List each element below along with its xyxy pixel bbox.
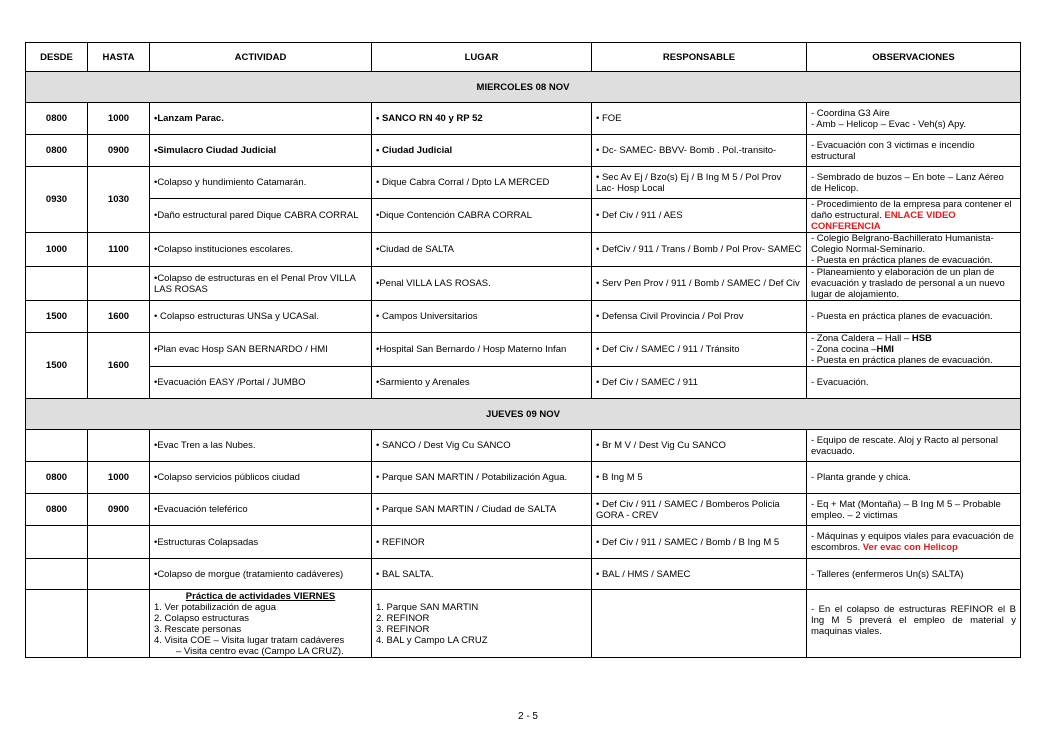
lugar-cell: • SANCO RN 40 y RP 52 (372, 103, 592, 135)
actividad-cell: •Colapso y hundimiento Catamarán. (150, 167, 372, 199)
responsable-cell: • Def Civ / 911 / SAMEC / Bomberos Policia GORA - CREV (592, 494, 807, 526)
lugar-cell: •Ciudad de SALTA (372, 233, 592, 267)
observaciones-cell (807, 199, 1021, 233)
list-item-continued: – Visita centro evac (Campo LA CRUZ). (176, 646, 344, 657)
observaciones-cell: - Colegio Belgrano-Bachillerato Humanista- Colegio Normal-Seminario. - Puesta en práctica planes de evacuación. (807, 233, 1021, 267)
lugar-cell: •Sarmiento y Arenales (372, 367, 592, 399)
list-item: 2. REFINOR (376, 613, 430, 624)
page-number: 2 - 5 (517, 711, 538, 722)
lugar-cell: • BAL SALTA. (372, 559, 592, 590)
desde-cell: 1000 (26, 233, 88, 267)
practice-title: Práctica de actividades VIERNES (185, 591, 336, 602)
hasta-cell: 1000 (88, 103, 150, 135)
list-item: 1. Parque SAN MARTIN (376, 602, 479, 613)
list-item: 3. REFINOR (376, 624, 430, 635)
responsable-cell: • Def Civ / SAMEC / 911 / Tránsito (592, 333, 807, 367)
observaciones-cell: - Planta grande y chica. (807, 462, 1021, 494)
hasta-cell: 1600 (88, 301, 150, 333)
hasta-cell: 1030 (88, 167, 150, 233)
desde-cell: 0800 (26, 135, 88, 167)
responsable-cell: • BAL / HMS / SAMEC (592, 559, 807, 590)
table-row (26, 103, 1021, 135)
table-row (26, 430, 1021, 462)
obs-highlight: Ver evac con Helicop (862, 542, 958, 553)
responsable-cell: • DefCiv / 911 / Trans / Bomb / Pol Prov- SAMEC (592, 233, 807, 267)
responsable-cell (592, 590, 807, 658)
lugar-cell: • Ciudad Judicial (372, 135, 592, 167)
desde-cell (26, 559, 88, 590)
list-item: 4. BAL y Campo LA CRUZ (376, 635, 488, 646)
header-responsable: RESPONSABLE (592, 43, 807, 72)
lugar-cell: • Parque SAN MARTIN / Potabilización Agua. (372, 462, 592, 494)
desde-cell: 0930 (26, 167, 88, 233)
header-actividad: ACTIVIDAD (150, 43, 372, 72)
actividad-cell: •Evacuación teleférico (150, 494, 372, 526)
lugar-cell: •Penal VILLA LAS ROSAS. (372, 267, 592, 301)
responsable-cell: • Dc- SAMEC- BBVV- Bomb . Pol.-transito- (592, 135, 807, 167)
lugar-cell (372, 590, 592, 658)
practice-list (154, 602, 367, 657)
table-row (26, 462, 1021, 494)
desde-cell (26, 267, 88, 301)
responsable-cell: • Def Civ / 911 / AES (592, 199, 807, 233)
hasta-cell (88, 430, 150, 462)
responsable-cell: • Def Civ / 911 / SAMEC / Bomb / B Ing M 5 (592, 526, 807, 559)
lugar-cell: • SANCO / Dest Vig Cu SANCO (372, 430, 592, 462)
actividad-cell: •Evac Tren a las Nubes. (150, 430, 372, 462)
hasta-cell: 0900 (88, 494, 150, 526)
responsable-cell: • Sec Av Ej / Bzo(s) Ej / B Ing M 5 / Pol Prov Lac- Hosp Local (592, 167, 807, 199)
list-item: 1. Ver potabilización de agua (154, 602, 277, 613)
desde-cell: 1500 (26, 333, 88, 399)
table-row (26, 494, 1021, 526)
hasta-cell: 0900 (88, 135, 150, 167)
day-header-wednesday: MIERCOLES 08 NOV (26, 72, 1021, 103)
lugar-cell: • Campos Universitarios (372, 301, 592, 333)
responsable-cell: • Defensa Civil Provincia / Pol Prov (592, 301, 807, 333)
list-item: 4. Visita COE – Visita lugar tratam cadáveres (154, 635, 345, 646)
actividad-cell: •Plan evac Hosp SAN BERNARDO / HMI (150, 333, 372, 367)
observaciones-cell: - Eq + Mat (Montaña) – B Ing M 5 – Probable empleo. – 2 victimas (807, 494, 1021, 526)
observaciones-cell: - Puesta en práctica planes de evacuación. (807, 301, 1021, 333)
observaciones-cell: - Talleres (enfermeros Un(s) SALTA) (807, 559, 1021, 590)
lugar-cell: •Dique Contención CABRA CORRAL (372, 199, 592, 233)
obs-highlight: ENLACE VIDEO CONFERENCIA (811, 210, 956, 232)
responsable-cell: • Serv Pen Prov / 911 / Bomb / SAMEC / Def Civ (592, 267, 807, 301)
observaciones-cell: - Evacuación con 3 victimas e incendio estructural (807, 135, 1021, 167)
responsable-cell: • Def Civ / SAMEC / 911 (592, 367, 807, 399)
actividad-cell: •Evacuación EASY /Portal / JUMBO (150, 367, 372, 399)
desde-cell: 0800 (26, 103, 88, 135)
obs-line: - Zona cocina –HMI (811, 344, 894, 355)
hasta-cell: 1100 (88, 233, 150, 267)
actividad-cell: •Colapso de morgue (tratamiento cadáveres) (150, 559, 372, 590)
table-row (26, 526, 1021, 559)
day-header-thursday: JUEVES 09 NOV (26, 399, 1021, 430)
desde-cell: 1500 (26, 301, 88, 333)
hasta-cell (88, 267, 150, 301)
header-desde: DESDE (26, 43, 88, 72)
obs-line: - Puesta en práctica planes de evacuación. (811, 355, 993, 366)
table-row (26, 135, 1021, 167)
actividad-cell: •Daño estructural pared Dique CABRA CORRAL (150, 199, 372, 233)
header-lugar: LUGAR (372, 43, 592, 72)
practice-places (376, 602, 587, 646)
observaciones-cell (807, 526, 1021, 559)
observaciones-cell: - Coordina G3 Aire - Amb – Helicop – Evac - Veh(s) Apy. (807, 103, 1021, 135)
table-row (26, 267, 1021, 301)
lugar-cell: • REFINOR (372, 526, 592, 559)
actividad-cell: •Simulacro Ciudad Judicial (150, 135, 372, 167)
table-row (26, 367, 1021, 399)
actividad-cell: •Colapso servicios públicos ciudad (150, 462, 372, 494)
observaciones-cell: - Planeamiento y elaboración de un plan de evacuación y traslado de personal a un nuevo lugar de alojamiento. (807, 267, 1021, 301)
actividad-cell: •Estructuras Colapsadas (150, 526, 372, 559)
actividad-cell (150, 590, 372, 658)
responsable-cell: • FOE (592, 103, 807, 135)
obs-text: - Máquinas y equipos viales para evacuación de escombros. (811, 531, 1014, 553)
table-row (26, 559, 1021, 590)
schedule-table (25, 42, 1021, 658)
lugar-cell: • Parque SAN MARTIN / Ciudad de SALTA (372, 494, 592, 526)
table-row (26, 167, 1021, 199)
actividad-cell: •Colapso instituciones escolares. (150, 233, 372, 267)
hasta-cell (88, 559, 150, 590)
actividad-cell: •Lanzam Parac. (150, 103, 372, 135)
hasta-cell (88, 526, 150, 559)
lugar-cell: •Hospital San Bernardo / Hosp Materno Infan (372, 333, 592, 367)
responsable-cell: • B Ing M 5 (592, 462, 807, 494)
obs-line: - Zona Caldera – Hall – HSB (811, 333, 932, 344)
desde-cell (26, 590, 88, 658)
observaciones-cell: - En el colapso de estructuras REFINOR el B Ing M 5 preverá el empleo de material y maquinas viales. (807, 590, 1021, 658)
list-item: 2. Colapso estructuras (154, 613, 250, 624)
desde-cell: 0800 (26, 494, 88, 526)
obs-text: - Procedimiento de la empresa para contener el daño estructural. (811, 199, 1012, 221)
header-row (26, 43, 1021, 72)
table-row (26, 333, 1021, 367)
hasta-cell (88, 590, 150, 658)
observaciones-cell: - Sembrado de buzos – En bote – Lanz Aéreo de Helicop. (807, 167, 1021, 199)
desde-cell (26, 526, 88, 559)
table-row (26, 301, 1021, 333)
responsable-cell: • Br M V / Dest Vig Cu SANCO (592, 430, 807, 462)
actividad-cell: •Colapso de estructuras en el Penal Prov VILLA LAS ROSAS (150, 267, 372, 301)
list-item: 3. Rescate personas (154, 624, 242, 635)
lugar-cell: • Dique Cabra Corral / Dpto LA MERCED (372, 167, 592, 199)
observaciones-cell: - Evacuación. (807, 367, 1021, 399)
table-row (26, 199, 1021, 233)
observaciones-cell: - Equipo de rescate. Aloj y Racto al personal evacuado. (807, 430, 1021, 462)
header-observaciones: OBSERVACIONES (807, 43, 1021, 72)
header-hasta: HASTA (88, 43, 150, 72)
table-row (26, 590, 1021, 658)
observaciones-cell (807, 333, 1021, 367)
desde-cell: 0800 (26, 462, 88, 494)
desde-cell (26, 430, 88, 462)
actividad-cell: • Colapso estructuras UNSa y UCASal. (150, 301, 372, 333)
table-row (26, 233, 1021, 267)
hasta-cell: 1000 (88, 462, 150, 494)
hasta-cell: 1600 (88, 333, 150, 399)
